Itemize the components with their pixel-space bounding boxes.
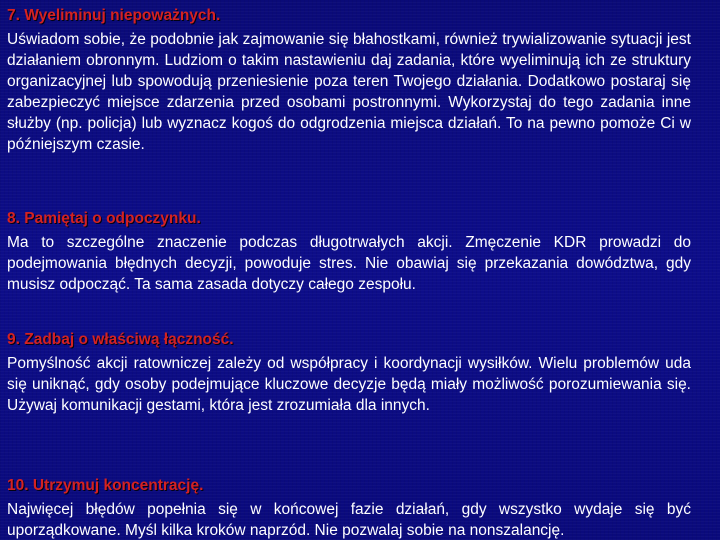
section-10: [7, 470, 691, 540]
section-10-heading: 10. Utrzymuj koncentrację.: [7, 477, 204, 494]
section-9: [7, 324, 691, 416]
section-8-heading: 8. Pamiętaj o odpoczynku.: [7, 210, 201, 227]
section-7: [7, 0, 691, 155]
section-8-text: Ma to szczególne znaczenie podczas długotrwałych akcji. Zmęczenie KDR prowadzi do podejmowania błędnych decyzji, powoduje stres. Nie obawiaj się przekazania dowództwa, gdy musisz odpocząć. Ta sama zasada dotyczy całego zespołu.: [7, 234, 691, 293]
section-8: [7, 203, 691, 295]
slide: [7, 0, 691, 540]
section-7-text: Uświadom sobie, że podobnie jak zajmowanie się błahostkami, również trywializowanie sytuacji jest działaniem obronnym. Ludziom o takim nastawieniu daj zadania, które wyeliminują ich ze struktury organizacyjnej lub spowodują przeniesienie poza teren Twojego działania. Dodatkowo postaraj się zabezpieczyć miejsce zdarzenia przed osobami postronnymi. Wykorzystaj do tego zadania inne służby (np. policja) lub wyznacz kogoś do odgrodzenia miejsca działań. To na pewno pomoże Ci w późniejszym czasie.: [7, 31, 691, 153]
section-7-heading: 7. Wyeliminuj niepoważnych.: [7, 7, 221, 24]
section-9-text: Pomyślność akcji ratowniczej zależy od współpracy i koordynacji wysiłków. Wielu problemów uda się uniknąć, gdy osoby podejmujące kluczowe decyzje będą miały możliwość porozumiewania się. Używaj komunikacji gestami, która jest zrozumiała dla innych.: [7, 355, 691, 414]
section-10-text: Najwięcej błędów popełnia się w końcowej fazie działań, gdy wszystko wydaje się być uporządkowane. Myśl kilka kroków naprzód. Nie pozwalaj sobie na nonszalancję.: [7, 501, 691, 539]
section-9-heading: 9. Zadbaj o właściwą łączność.: [7, 331, 234, 348]
